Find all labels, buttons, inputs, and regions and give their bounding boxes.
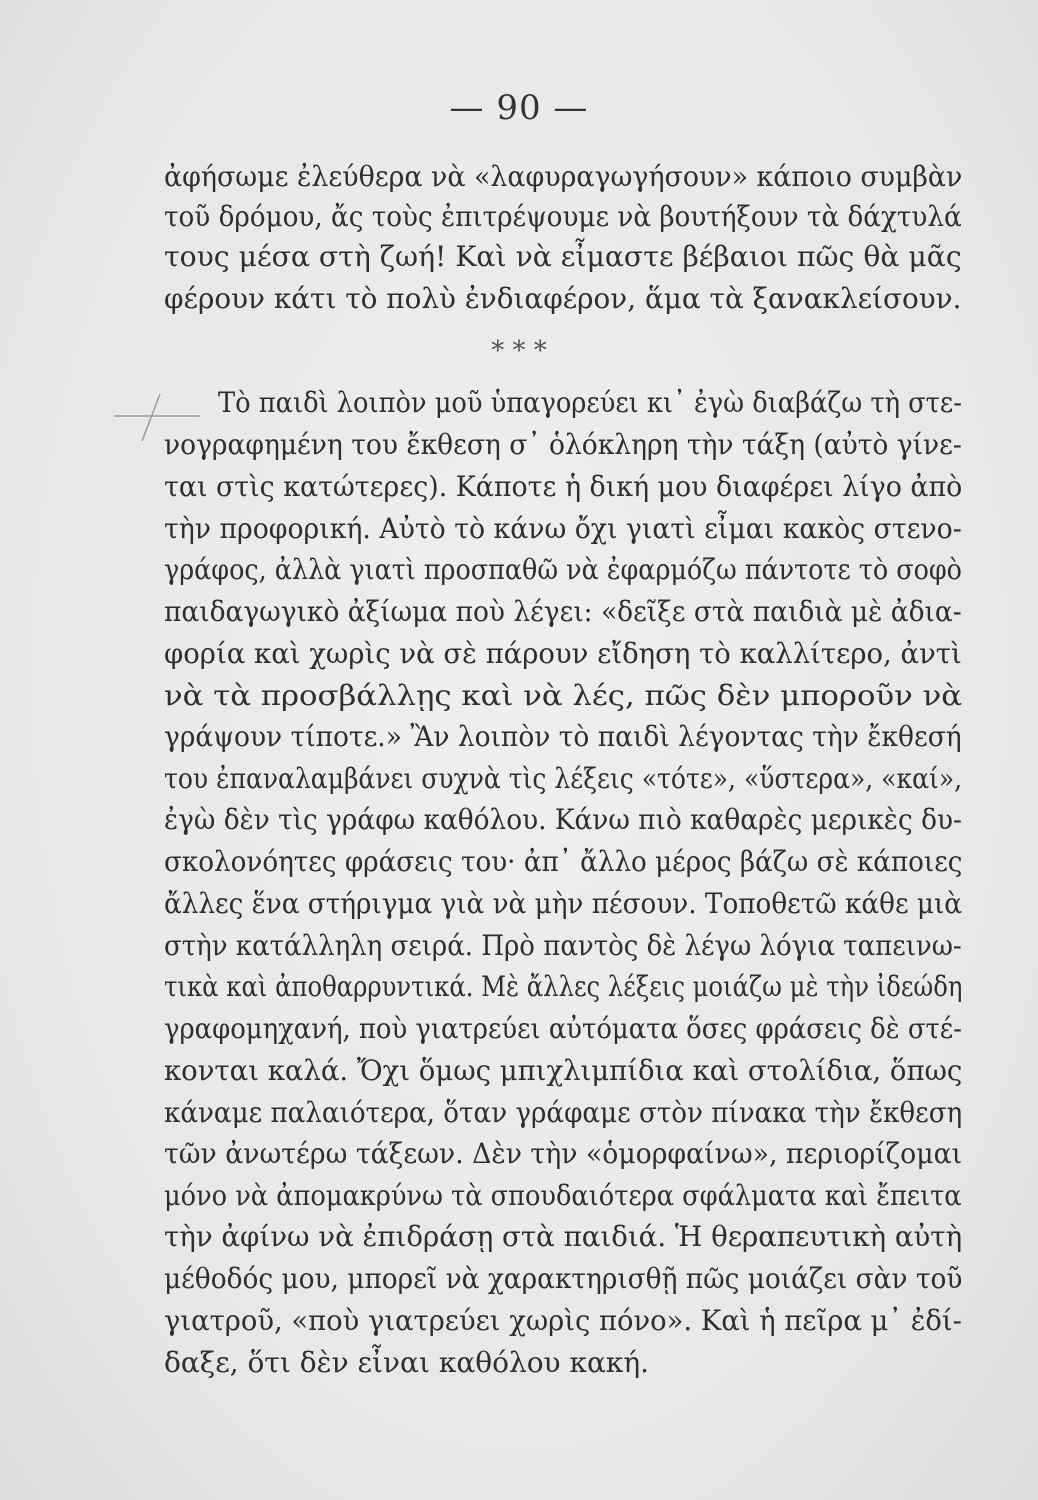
text-line: παιδαγωγικὸ ἀξίωμα ποὺ λέγει: «δεῖξε στὰ παιδιὰ μὲ ἀδια- [164, 595, 962, 628]
text-line: δαξε, ὅτι δὲν εἶναι καθόλου κακή. [164, 1346, 650, 1379]
text-line: τῶν ἀνωτέρω τάξεων. Δὲν τὴν «ὁμορφαίνω», περιορίζομαι [164, 1137, 963, 1170]
text-line: τοῦ δρόμου, ἄς τοὺς ἐπιτρέψουμε νὰ βουτήξουν τὰ δάχτυλά [164, 200, 962, 233]
text-line: κονται καλά. Ὄχι ὅμως μπιχλιμπίδια καὶ στολίδια, ὅπως [164, 1054, 963, 1087]
text-line: ἀφήσωμε ἐλεύθερα νὰ «λαφυραγωγήσουν» κάποιο συμβὰν [164, 160, 963, 193]
text-line: νογραφημένη του ἔκθεση σ᾽ ὁλόκληρη τὴν τάξη (αὐτὸ γίνε- [164, 428, 962, 461]
section-asterism: * * * [491, 336, 547, 366]
text-line: ἄλλες ἕνα στήριγμα γιὰ νὰ μὴν πέσουν. Τοποθετῶ κάθε μιὰ [164, 887, 962, 920]
text-line: τικὰ καὶ ἀποθαρρυντικά. Μὲ ἄλλες λέξεις μοιάζω μὲ τὴν ἰδεώδη [164, 970, 963, 1003]
text-line: του ἐπαναλαμβάνει συχνὰ τὶς λέξεις «τότε», «ὕστερα», «καί», [164, 762, 963, 795]
text-line: τὴν ἀφίνω νὰ ἐπιδράσῃ στὰ παιδιά. Ἡ θεραπευτικὴ αὐτὴ [164, 1220, 963, 1253]
text-line: φορία καὶ χωρὶς νὰ σὲ πάρουν εἴδηση τὸ καλλίτερο, ἀντὶ [164, 637, 962, 670]
text-line: μόνο νὰ ἀπομακρύνω τὰ σπουδαιότερα σφάλματα καὶ ἔπειτα [164, 1179, 962, 1212]
text-line: γιατροῦ, «ποὺ γιατρεύει χωρὶς πόνο». Καὶ ἡ πεῖρα μ᾽ ἐδί- [164, 1304, 962, 1337]
text-line: ἐγὼ δὲν τὶς γράφω καθόλου. Κάνω πιὸ καθαρὲς μερικὲς δυ- [164, 803, 962, 836]
text-line: γράφος, ἀλλὰ γιατὶ προσπαθῶ νὰ ἐφαρμόζω πάντοτε τὸ σοφὸ [164, 553, 962, 586]
text-line: νὰ τὰ προσβάλλῃς καὶ νὰ λές, πῶς δὲν μποροῦν νὰ [164, 679, 963, 712]
text-line: μέθοδός μου, μπορεῖ νὰ χαρακτηρισθῇ πῶς μοιάζει σὰν τοῦ [164, 1262, 963, 1295]
text-line: ται στὶς κατώτερες). Κάποτε ἡ δική μου διαφέρει λίγο ἀπὸ [164, 470, 963, 503]
text-line: τους μέσα στὴ ζωή! Καὶ νὰ εἶμαστε βέβαιοι πῶς θὰ μᾶς [164, 240, 962, 273]
text-line: γράψουν τίποτε.» Ἂν λοιπὸν τὸ παιδὶ λέγοντας τὴν ἔκθεσή [164, 720, 962, 753]
text-line: σκολονόητες φράσεις του· ἀπ᾽ ἄλλο μέρος βάζω σὲ κάποιες [164, 845, 963, 878]
text-line: στὴν κατάλληλη σειρά. Πρὸ παντὸς δὲ λέγω λόγια ταπεινω- [164, 929, 962, 962]
text-line: γραφομηχανή, ποὺ γιατρεύει αὐτόματα ὅσες φράσεις δὲ στέ- [164, 1012, 962, 1045]
text-line: Τὸ παιδὶ λοιπὸν μοῦ ὑπαγορεύει κι᾽ ἐγὼ διαβάζω τὴ στε- [218, 386, 962, 419]
text-line: φέρουν κάτι τὸ πολὺ ἐνδιαφέρον, ἅμα τὰ ξανακλείσουν. [164, 282, 962, 315]
text-line: κάναμε παλαιότερα, ὅταν γράφαμε στὸν πίνακα τὴν ἔκθεση [164, 1096, 963, 1129]
page-number: — 90 — [449, 88, 589, 128]
text-line: τὴν προφορική. Αὐτὸ τὸ κάνω ὄχι γιατὶ εἶμαι κακὸς στενο- [164, 512, 962, 545]
